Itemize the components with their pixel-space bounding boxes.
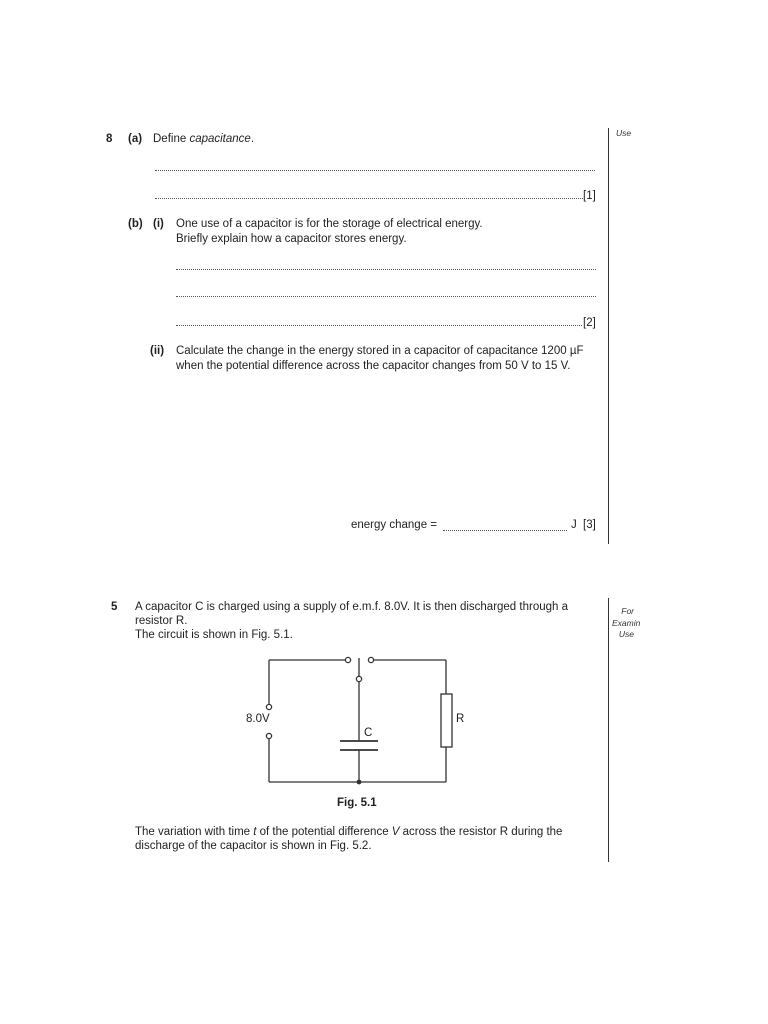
question-5-line3: The circuit is shown in Fig. 5.1. <box>135 629 293 641</box>
question-5-para-line2: discharge of the capacitor is shown in Fig. 5.2. <box>135 840 372 852</box>
switch-pivot <box>356 676 361 681</box>
question-5-para-line1 <box>135 826 562 838</box>
part-b-ii-line1: Calculate the change in the energy stored in a capacitor of capacitance 1200 µF <box>176 345 584 357</box>
para-V: V <box>391 826 400 838</box>
energy-change-label: energy change = <box>351 519 437 531</box>
part-a-text-suffix: . <box>250 133 255 145</box>
junction-dot <box>357 780 362 785</box>
para-part2: of the potential difference <box>256 826 392 838</box>
part-b-i-line1: One use of a capacitor is for the storage of electrical energy. <box>176 218 483 230</box>
para-part1: The variation with time <box>135 826 254 838</box>
switch-contact-left <box>345 657 350 662</box>
supply-label: 8.0V <box>246 713 270 725</box>
question-5-line1: A capacitor C is charged using a supply of e.m.f. 8.0V. It is then discharged through a <box>135 601 568 613</box>
resistor-label: R <box>456 713 465 725</box>
supply-terminal-top <box>266 704 271 709</box>
margin-note-use: Use <box>618 629 634 639</box>
question-5-line2: resistor R. <box>135 615 188 627</box>
part-b-ii-label: (ii) <box>150 345 165 357</box>
part-b-label: (b) <box>128 218 143 230</box>
question-5-number: 5 <box>111 601 118 613</box>
part-b-ii-line2: when the potential difference across the capacitor changes from 50 V to 15 V. <box>176 360 571 372</box>
switch-contact-right <box>368 657 373 662</box>
part-b-i-line2: Briefly explain how a capacitor stores energy. <box>176 233 407 245</box>
part-a-text-italic: capacitance <box>189 133 251 145</box>
energy-change-unit: J <box>571 519 577 531</box>
part-b-i-marks: [2] <box>583 317 596 329</box>
para-t: t <box>253 826 257 838</box>
margin-note-for: For <box>621 606 634 616</box>
part-b-ii-marks: [3] <box>583 519 596 531</box>
margin-note-examin: Examin <box>612 618 641 628</box>
question-8-number: 8 <box>106 133 113 145</box>
figure-caption: Fig. 5.1 <box>337 797 377 809</box>
part-a-marks: [1] <box>583 190 596 202</box>
part-b-i-label: (i) <box>153 218 164 230</box>
margin-note-use-top: Use <box>616 128 632 138</box>
part-a-text-prefix: Define <box>153 133 190 145</box>
supply-terminal-bottom <box>266 733 271 738</box>
resistor-body <box>441 694 452 747</box>
para-part3: across the resistor R during the <box>399 826 563 838</box>
capacitor-label: C <box>364 727 373 739</box>
part-a-label: (a) <box>128 133 143 145</box>
